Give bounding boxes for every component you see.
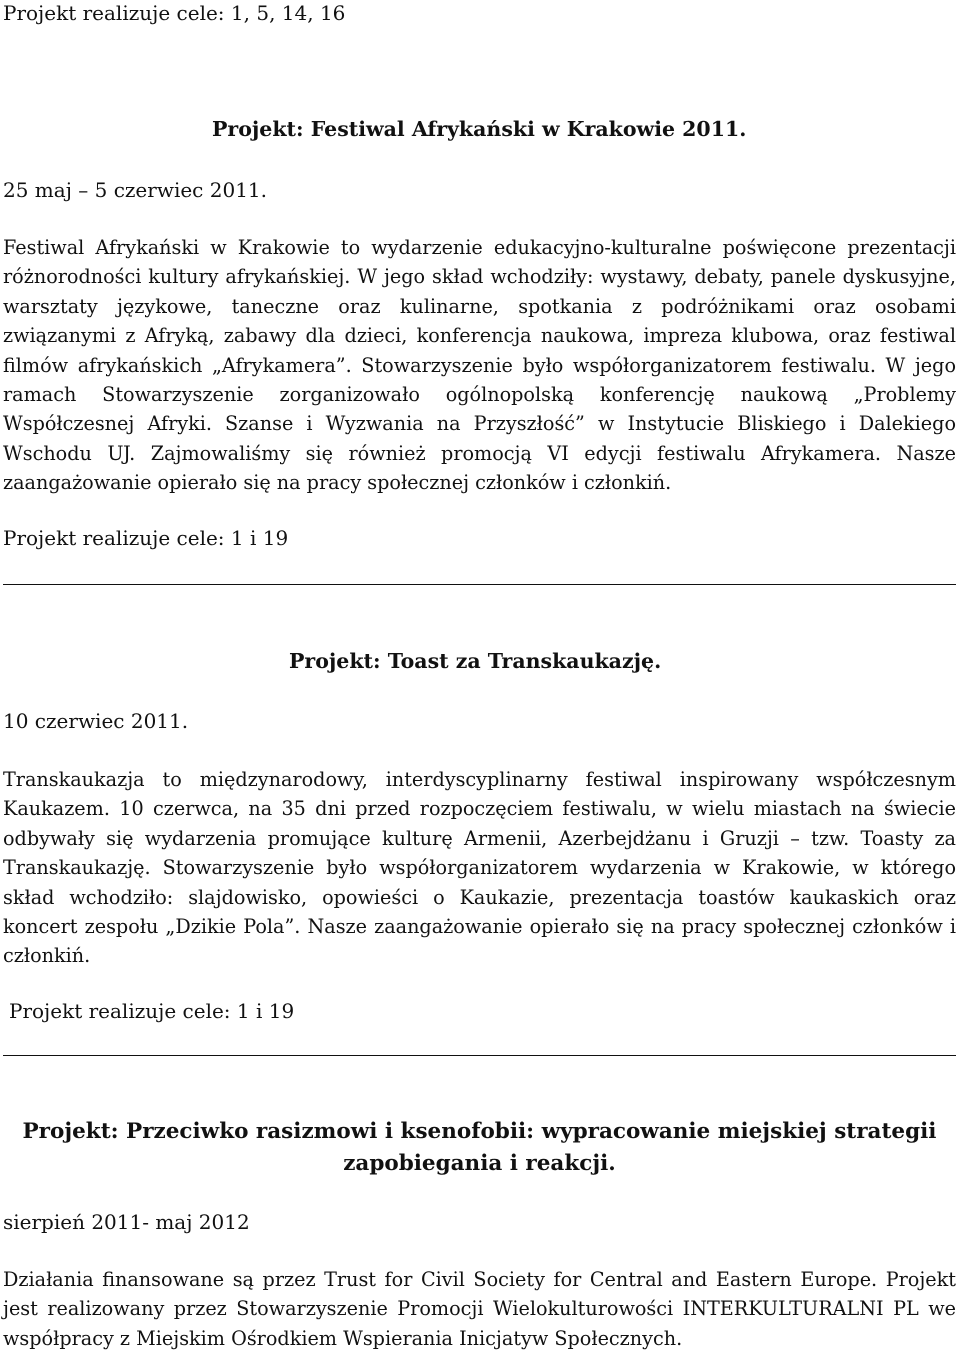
goals-line-top: Projekt realizuje cele: 1, 5, 14, 16: [3, 1, 346, 25]
project-date-racism: sierpień 2011- maj 2012: [3, 1210, 250, 1234]
project-description-african-festival: Festiwal Afrykański w Krakowie to wydarzenie edukacyjno-kulturalne poświęcone prezentacji różnorodności kultury afrykańskiej. W jego skład wchodziły: wystawy, debaty, panele dyskusyjne, warsztaty językowe, taneczne oraz kulinarne, spotkania z podróżnikami oraz osobami związanymi z Afryką, zabawy dla dzieci, konferencja naukowa, impreza klubowa, oraz festiwal filmów afrykańskich „Afrykamera”. Stowarzyszenie było współorganizatorem festiwalu. W jego ramach Stowarzyszenie zorganizowało ogólnopolską konferencję naukową „Problemy Współczesnej Afryki. Szanse i Wyzwania na Przyszłość” w Instytucie Bliskiego i Dalekiego Wschodu UJ. Zajmowaliśmy się również promocją VI edycji festiwalu Afrykamera. Nasze zaangażowanie opierało się na pracy społecznej członków i członkiń.: [3, 236, 956, 495]
project-date-african-festival: 25 maj – 5 czerwiec 2011.: [3, 178, 267, 202]
project-description-racism: Działania finansowane są przez Trust for Civil Society for Central and Eastern Europe. Projekt jest realizowany przez Stowarzyszenie Promocji Wielokulturowości INTERKULTURALNI PL we współpracy z Miejskim Ośrodkiem Wspierania Inicjatyw Społecznych.: [3, 1268, 956, 1350]
project-title-racism: Projekt: Przeciwko rasizmowi i ksenofobii: wypracowanie miejskiej strategii zapobiegania i reakcji.: [22, 1119, 937, 1176]
goals-line-toast: Projekt realizuje cele: 1 i 19: [9, 999, 295, 1023]
project-date-toast: 10 czerwiec 2011.: [3, 709, 189, 733]
goals-line-african-festival: Projekt realizuje cele: 1 i 19: [3, 526, 289, 550]
section-divider-1: [3, 584, 956, 585]
project-description-toast: Transkaukazja to międzynarodowy, interdyscyplinarny festiwal inspirowany współczesnym Kaukazem. 10 czerwca, na 35 dni przed rozpoczęciem festiwalu, w wielu miastach na świecie odbywały się wydarzenia promujące kulturę Armenii, Azerbejdżanu i Gruzji – tzw. Toasty za Transkaukazję. Stowarzyszenie było współorganizatorem wydarzenia w Krakowie, w którego skład wchodziło: slajdowisko, opowieści o Kaukazie, prezentacja toastów kaukaskich oraz koncert zespołu „Dzikie Pola”. Nasze zaangażowanie opierało się na pracy społecznej członków i członkiń.: [3, 768, 956, 968]
project-title-toast: Projekt: Toast za Transkaukazję.: [289, 649, 662, 673]
project-title-african-festival: Projekt: Festiwal Afrykański w Krakowie 2011.: [212, 117, 747, 141]
section-divider-2: [3, 1055, 956, 1056]
